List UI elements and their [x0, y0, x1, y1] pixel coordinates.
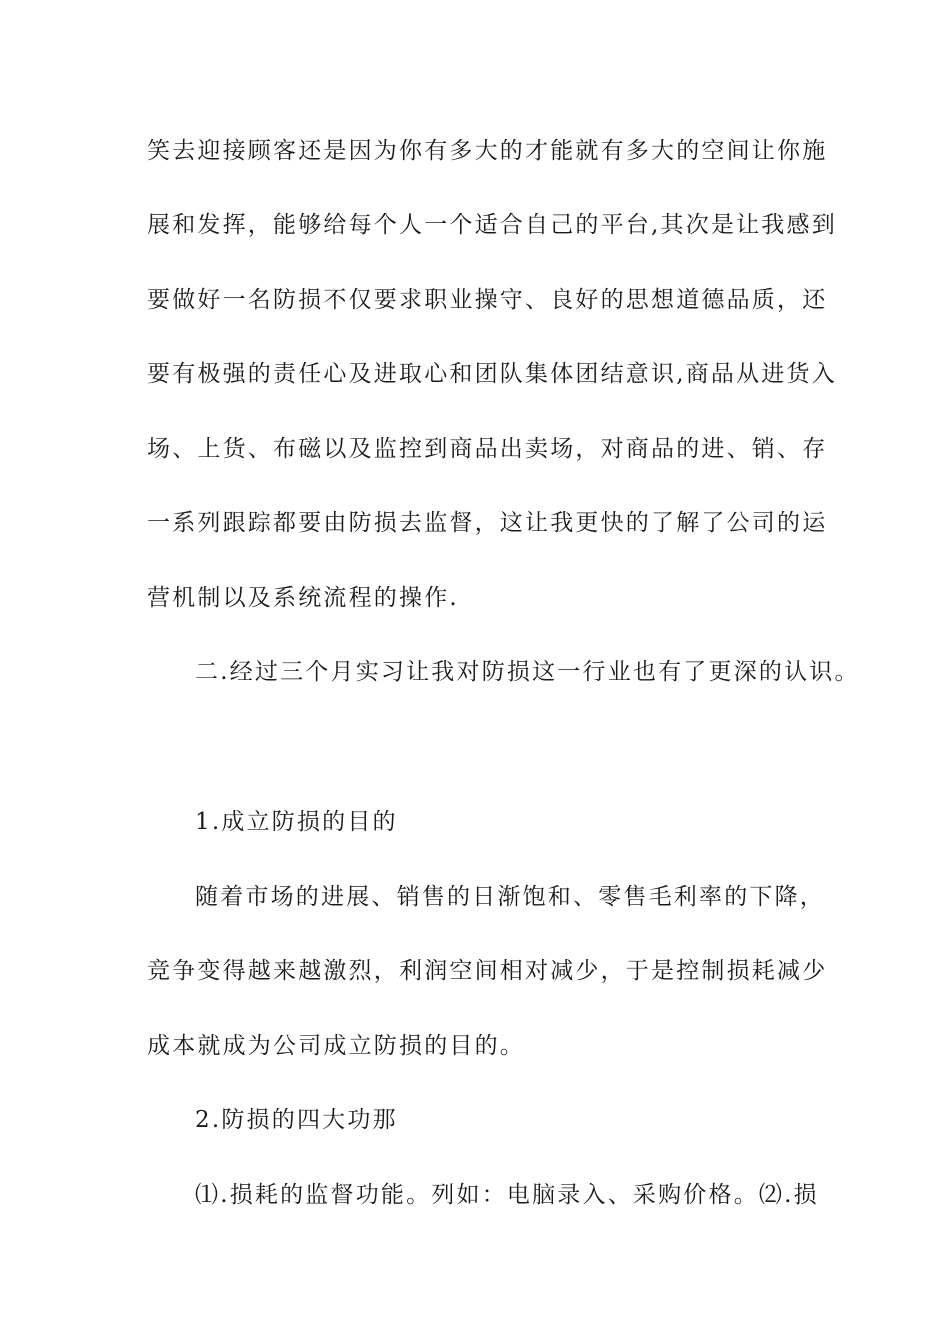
paragraph-line: 要做好一名防损不仅要求职业操守、良好的思想道德品质，还: [147, 287, 828, 313]
subsection-heading: 1.成立防损的目的: [195, 809, 398, 835]
paragraph-line: 竞争变得越来越激烈，利润空间相对减少，于是控制损耗减少: [147, 958, 828, 984]
subsection-heading: 2.防损的四大功那: [195, 1107, 398, 1133]
paragraph-line: ⑴.损耗的监督功能。列如：电脑录入、采购价格。⑵.损: [195, 1182, 819, 1208]
section-heading: 二.经过三个月实习让我对防损这一行业也有了更深的认识。: [195, 659, 860, 685]
paragraph-line: 随着市场的进展、销售的日渐饱和、零售毛利率的下降，: [195, 884, 825, 910]
paragraph-line: 笑去迎接顾客还是因为你有多大的才能就有多大的空间让你施: [147, 138, 828, 164]
paragraph-line: 场、上货、布磁以及监控到商品出卖场，对商品的进、销、存: [147, 436, 828, 462]
paragraph-line: 一系列跟踪都要由防损去监督，这让我更快的了解了公司的运: [147, 510, 828, 536]
paragraph-line: 展和发挥，能够给每个人一个适合自己的平台,其次是让我感到: [147, 212, 837, 238]
paragraph-line: 成本就成为公司成立防损的目的。: [147, 1033, 525, 1059]
paragraph-line: 营机制以及系统流程的操作.: [147, 585, 459, 611]
paragraph-line: 要有极强的责任心及进取心和团队集体团结意识,商品从进货入: [147, 361, 837, 387]
